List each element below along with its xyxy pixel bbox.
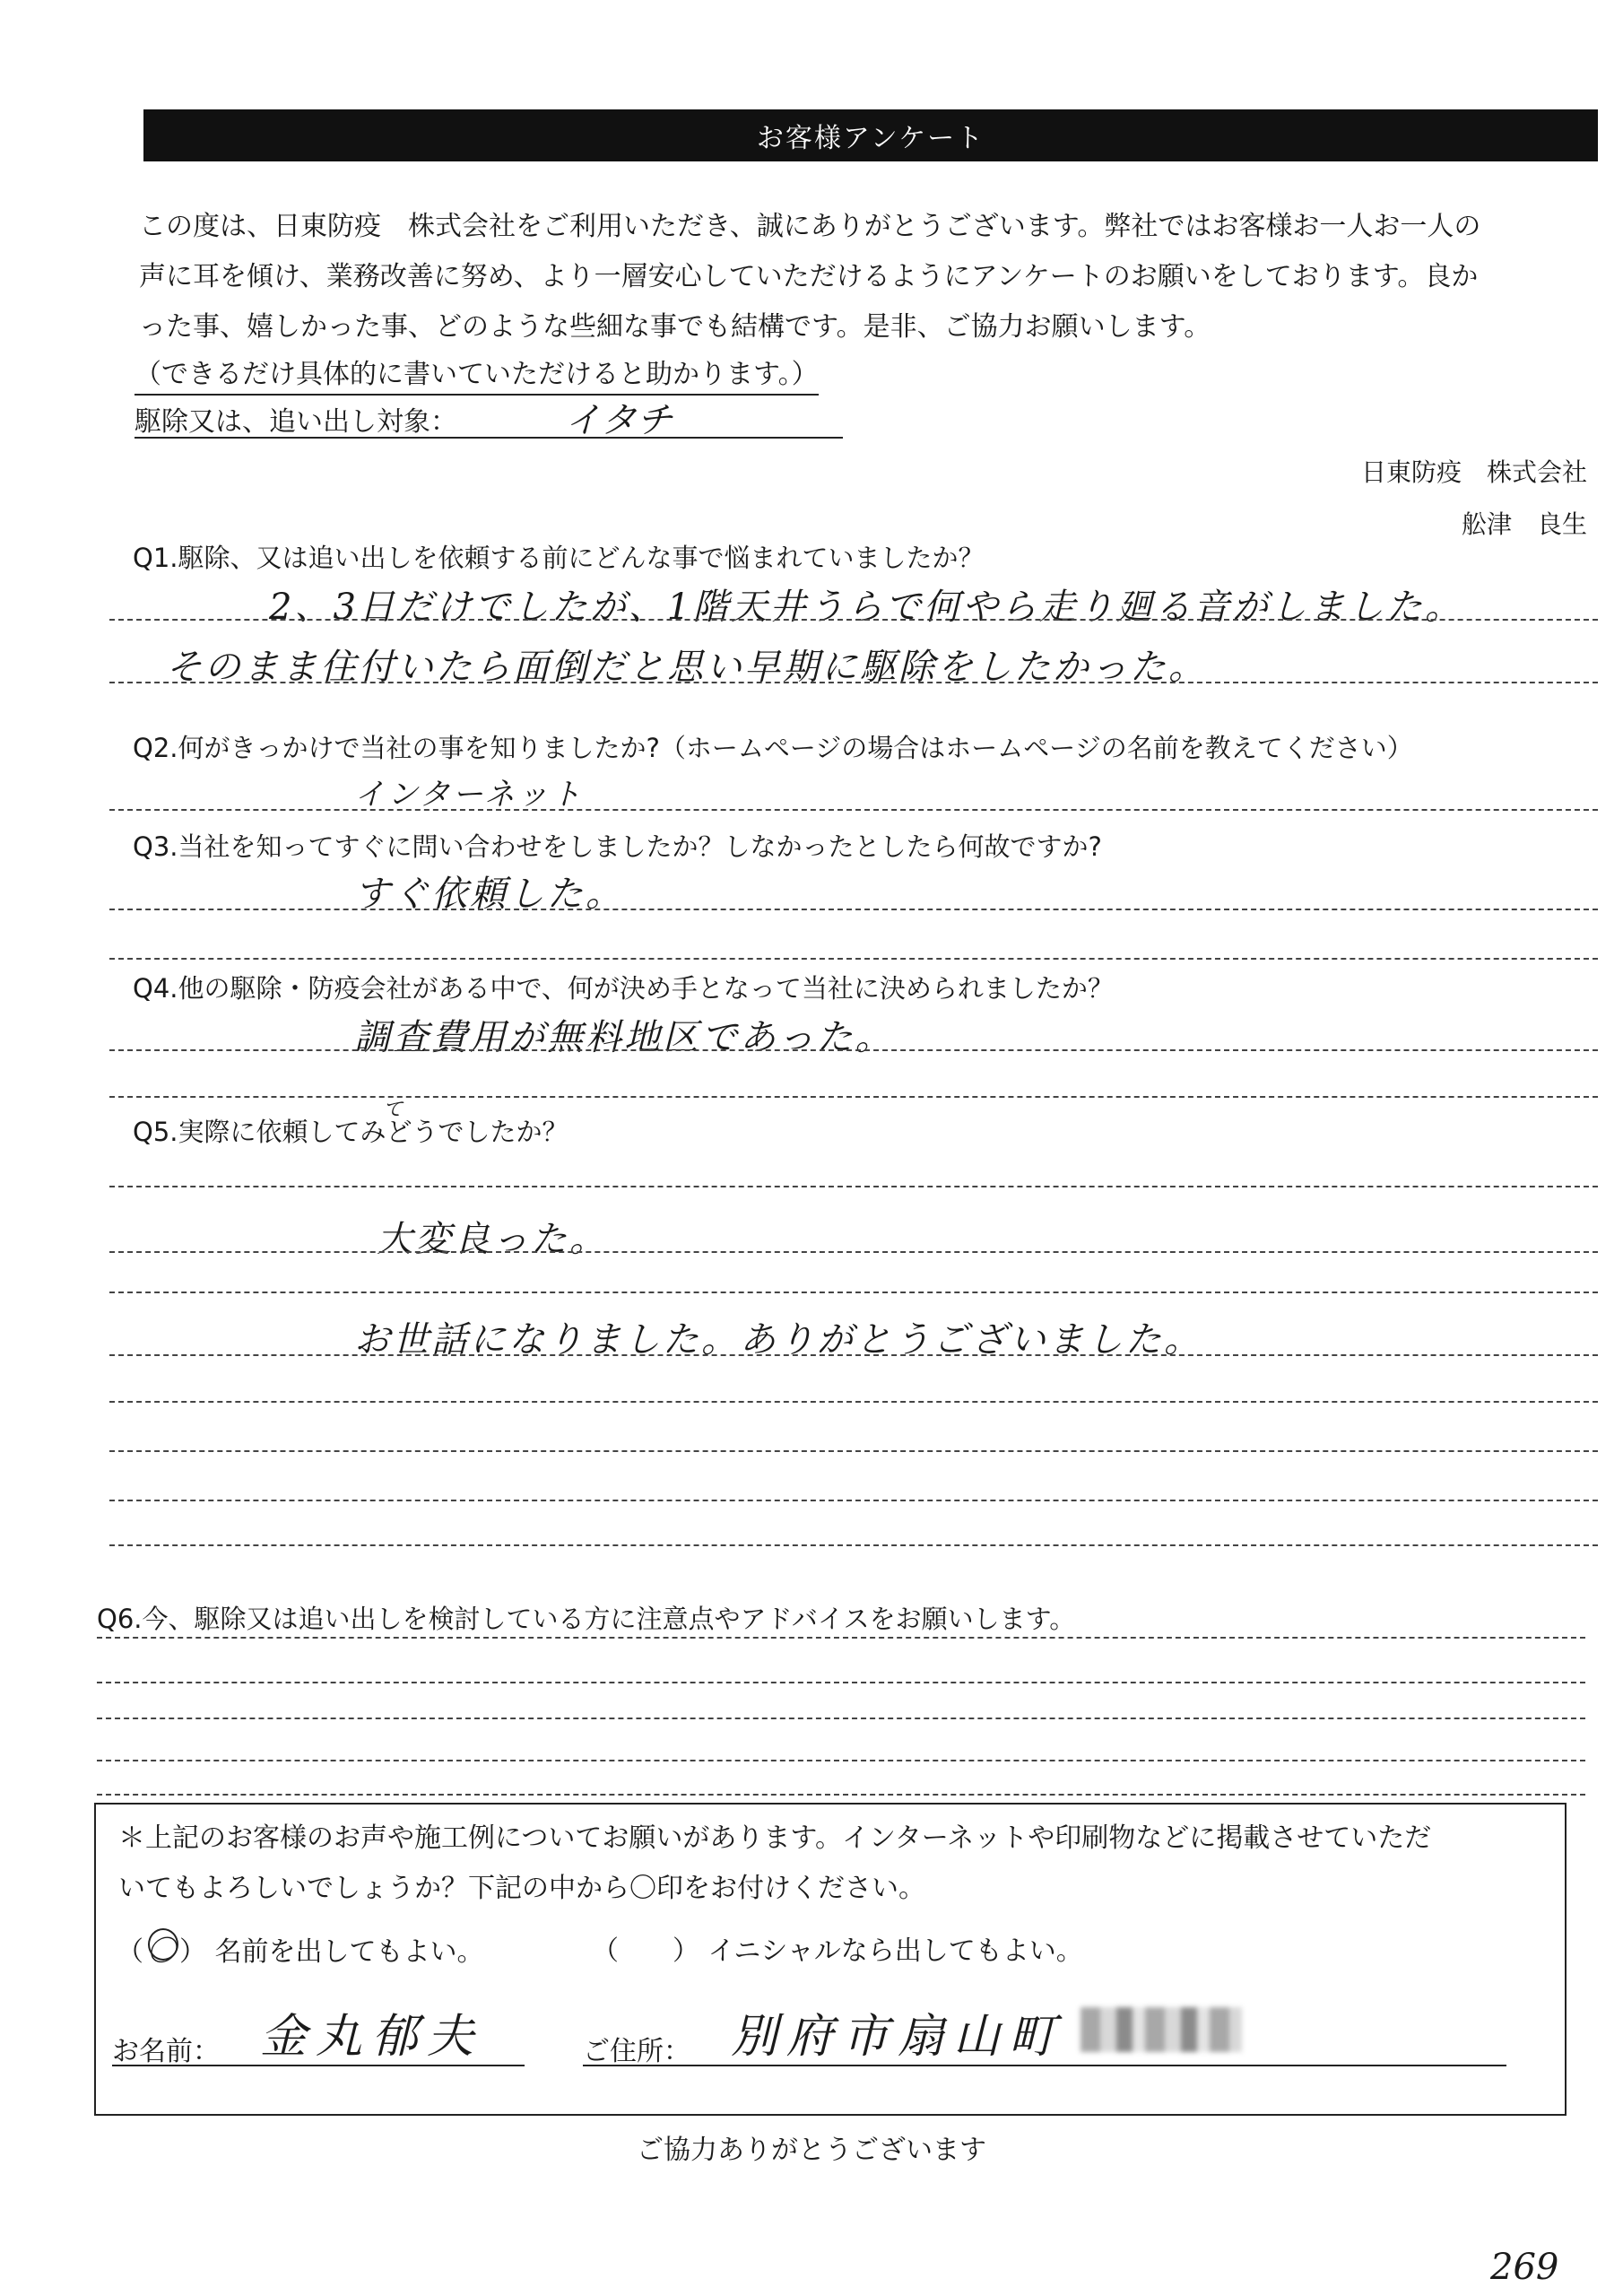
target-label: 駆除又は、追い出し対象：	[135, 406, 457, 438]
company-person: 舩津 良生	[1461, 509, 1587, 539]
answer-line	[109, 1292, 1598, 1293]
answer-line	[97, 1682, 1585, 1683]
footer-thanks: ご協力ありがとうございます	[637, 2135, 986, 2166]
answer-q3[interactable]: すぐ依頼した。	[354, 874, 624, 915]
answer-line	[109, 1096, 1598, 1098]
answer-line	[109, 619, 1598, 621]
address-underline	[583, 2065, 1506, 2066]
answer-q4[interactable]: 調査費用が無料地区であった。	[354, 1017, 894, 1058]
name-label: お名前：	[112, 2036, 220, 2067]
answer-line	[109, 1186, 1598, 1187]
answer-line	[109, 1450, 1598, 1452]
question-q1: Q1.駆除、又は追い出しを依頼する前にどんな事で悩まれていましたか？	[133, 543, 985, 573]
option-bracket-close: ）	[179, 1936, 206, 1968]
consent-line: ＊上記のお客様のお声や施工例についてお願いがあります。インターネットや印刷物などに掲載させていただ	[118, 1822, 1432, 1854]
answer-q5-line2[interactable]: お世話になりました。ありがとうございました。	[354, 1319, 1202, 1361]
answer-line	[109, 909, 1598, 910]
answer-line	[109, 682, 1598, 683]
answer-line	[97, 1794, 1585, 1796]
name-underline	[112, 2065, 525, 2066]
answer-line	[97, 1718, 1585, 1719]
answer-q1-line2[interactable]: そのまま住付いたら面倒だと思い早期に駆除をしたかった。	[166, 647, 1207, 688]
answer-line	[109, 809, 1598, 811]
option-initials-ok[interactable]	[592, 1928, 1083, 1968]
intro-note: （できるだけ具体的に書いていただけると助かります。）	[135, 352, 819, 396]
answer-q2[interactable]: インターネット	[354, 777, 584, 813]
consent-line: いてもよろしいでしょうか？下記の中から〇印をお付けください。	[118, 1873, 925, 1904]
question-q5: Q5.実際に依頼してみどうでしたか？	[133, 1117, 568, 1147]
question-q3: Q3.当社を知ってすぐに問い合わせをしましたか？しなかったとしたら何故ですか?	[133, 831, 1102, 862]
redacted-address	[1081, 2007, 1242, 2052]
option-bracket-open: （	[117, 1936, 143, 1968]
answer-line	[109, 1401, 1598, 1403]
question-q6: Q6.今、駆除又は追い出しを検討している方に注意点やアドバイスをお願いします。	[97, 1604, 1076, 1634]
answer-line	[109, 1049, 1598, 1051]
answer-line	[109, 1544, 1598, 1546]
company-block	[1361, 447, 1587, 551]
option-mark: 〇	[146, 1934, 176, 1968]
intro-line: 声に耳を傾け、業務改善に努め、より一層安心していただけるようにアンケートのお願いをしております。良か	[139, 261, 1479, 292]
answer-line	[109, 1354, 1598, 1356]
selected-circle-icon	[148, 1928, 178, 1961]
question-q4: Q4.他の駆除・防疫会社がある中で、何が決め手となって当社に決められましたか？	[133, 973, 1114, 1004]
option-initials-ok-label: イニシャルなら出してもよい。	[707, 1935, 1083, 1967]
target-value: イタチ	[565, 400, 673, 441]
answer-q1-line1[interactable]: 2、3日だけでしたが、1階天井うらで何やら走り廻る音がしました。	[269, 587, 1463, 628]
answer-line	[109, 958, 1598, 960]
address-value[interactable]: 別府市扇山町	[731, 2010, 1065, 2064]
consent-text	[118, 1813, 1553, 1914]
option-name-ok-label: 名前を出してもよい。	[214, 1936, 484, 1968]
answer-q5-correction: て	[383, 1099, 406, 1121]
answer-line	[97, 1760, 1585, 1761]
name-value[interactable]: 金丸郁夫	[260, 2010, 483, 2064]
answer-q5-line1[interactable]: 大変良った。	[377, 1219, 608, 1260]
survey-title: お客様アンケート	[143, 109, 1598, 161]
option-bracket: （ ）	[592, 1935, 699, 1967]
company-name: 日東防疫 株式会社	[1360, 457, 1587, 487]
intro-line: った事、嬉しかった事、どのような些細な事でも結構です。是非、ご協力お願いします。	[139, 311, 1211, 343]
page-number: 269	[1490, 2247, 1559, 2288]
target-field[interactable]	[135, 399, 843, 439]
answer-line	[109, 1500, 1598, 1501]
intro-line: この度は、日東防疫 株式会社をご利用いただき、誠にありがとうございます。弊社ではお客様お一人お一人の	[139, 211, 1481, 242]
answer-line	[109, 1251, 1598, 1253]
address-label: ご住所：	[583, 2036, 690, 2067]
question-q2: Q2.何がきっかけで当社の事を知りましたか?（ホームページの場合はホームページの名前を教えてください）	[133, 733, 1413, 763]
intro-paragraph	[139, 202, 1610, 352]
answer-line	[97, 1637, 1585, 1639]
